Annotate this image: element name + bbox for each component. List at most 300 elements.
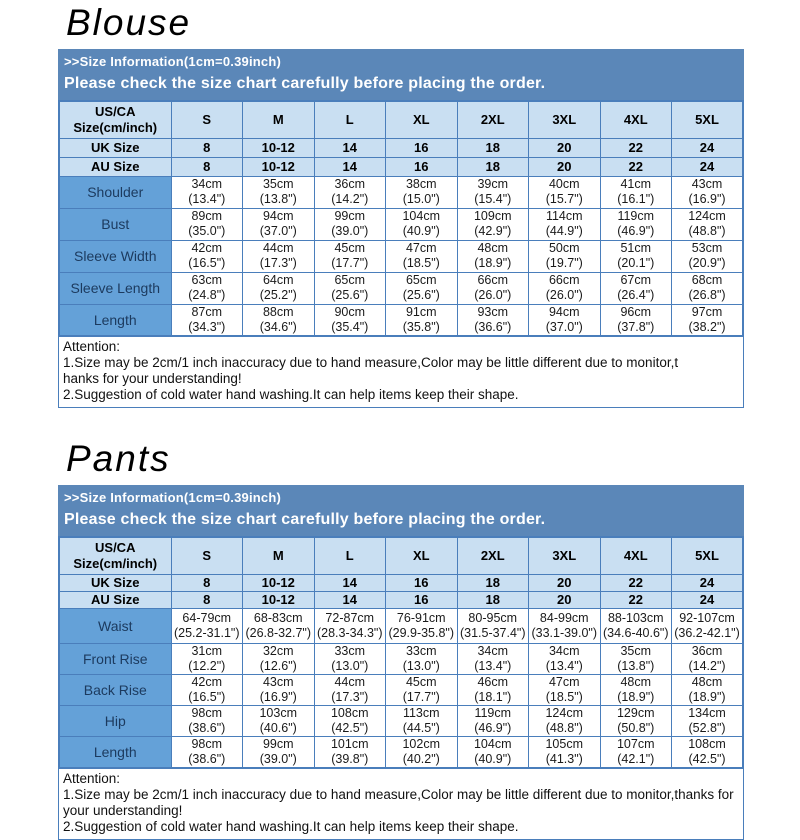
cm-value: 109cm [473,209,512,223]
inch-value: (40.2") [402,751,440,766]
measurement-cell [171,272,243,304]
region-size-value: 10-12 [243,591,315,608]
inch-value: (17.7") [331,256,369,270]
pants-attention-note [58,769,744,840]
region-size-value: 8 [171,574,243,591]
cm-value: 63cm [191,273,223,287]
inch-value: (16.9") [688,192,726,206]
measurement-cell [457,736,529,768]
size-col-header: 4XL [600,101,672,138]
corner-header-line: US/CA [95,539,136,555]
measurement-cell [529,208,601,240]
region-size-value: 20 [529,574,601,591]
inch-value: (31.5-37.4") [459,625,526,640]
size-header-row [59,537,743,574]
cm-value: 88-103cm [607,610,664,625]
cm-value: 87cm [191,304,223,319]
measurement-cell [243,705,315,736]
measurement-cell [600,608,672,643]
region-size-value: 8 [171,138,243,157]
cm-value: 34cm [191,177,223,191]
region-size-value: 18 [457,574,529,591]
measurement-row [59,304,743,336]
cm-value: 102cm [402,736,441,751]
inch-value: (39.0") [259,751,297,766]
region-size-value: 22 [600,138,672,157]
measurement-cell [243,176,315,208]
measurement-cell [457,240,529,272]
cm-value: 43cm [691,177,723,191]
region-size-value: 24 [672,574,744,591]
cm-value: 47cm [405,241,437,255]
inch-value: (24.8") [188,288,226,302]
inch-value: (13.0") [402,658,440,673]
inch-value: (18.5") [545,689,583,704]
region-size-value: 22 [600,591,672,608]
inch-value: (44.9") [545,224,583,238]
inch-value: (26.0") [474,288,512,302]
inch-value: (25.6") [331,288,369,302]
cm-value: 98cm [191,705,223,720]
inch-value: (33.1-39.0") [531,625,598,640]
inch-value: (35.8") [402,319,440,334]
inch-value: (40.9") [474,751,512,766]
pants-section [58,438,744,840]
cm-value: 129cm [616,705,655,720]
inch-value: (14.2") [688,658,726,673]
measurement-label: Waist [59,608,171,643]
cm-value: 108cm [688,736,726,751]
inch-value: (25.2-31.1") [173,625,240,640]
inch-value: (12.2") [188,658,226,673]
measurement-cell [529,736,601,768]
cm-value: 47cm [548,674,580,689]
section-title-pants: Pants [66,438,171,479]
measurement-cell [314,643,386,674]
measurement-label: Bust [59,208,171,240]
measurement-label: Back Rise [59,674,171,705]
measurement-label: Length [59,736,171,768]
measurement-label: Sleeve Length [59,272,171,304]
inch-value: (41.3") [545,751,583,766]
inch-value: (28.3-34.3") [316,625,383,640]
measurement-cell [171,674,243,705]
cm-value: 84-99cm [539,610,589,625]
inch-value: (18.9") [617,689,655,704]
cm-value: 64cm [262,273,294,287]
cm-value: 124cm [545,705,584,720]
measurement-cell [386,736,458,768]
cm-value: 90cm [334,304,366,319]
region-size-value: 14 [314,138,386,157]
measurement-row [59,272,743,304]
inch-value: (34.6") [259,319,297,334]
measurement-cell [314,608,386,643]
measurement-cell [386,272,458,304]
measurement-cell [529,176,601,208]
region-size-value: 14 [314,574,386,591]
cm-value: 94cm [548,304,580,319]
banner-check-chart-line: Please check the size chart carefully before placing the order. [64,511,546,528]
measurement-cell [243,643,315,674]
measurement-row [59,176,743,208]
inch-value: (13.0") [331,658,369,673]
au-size-row [59,591,743,608]
blouse-attention-note [58,337,744,408]
region-size-value: 20 [529,591,601,608]
cm-value: 72-87cm [325,610,375,625]
au-size-row [59,157,743,176]
cm-value: 99cm [262,736,294,751]
inch-value: (38.2") [688,319,726,334]
cm-value: 104cm [402,209,441,223]
inch-value: (36.2-42.1") [674,625,740,640]
cm-value: 39cm [477,177,509,191]
cm-value: 113cm [402,705,440,720]
measurement-cell [171,643,243,674]
inch-value: (13.4") [545,658,583,673]
region-size-value: 14 [314,591,386,608]
size-col-header: S [171,537,243,574]
cm-value: 41cm [620,177,652,191]
measurement-row [59,208,743,240]
cm-value: 32cm [262,643,294,658]
measurement-cell [314,304,386,336]
measurement-cell [314,705,386,736]
measurement-cell [672,705,744,736]
size-col-header: M [243,537,315,574]
measurement-row [59,705,743,736]
inch-value: (42.9") [474,224,512,238]
measurement-cell [457,208,529,240]
cm-value: 46cm [477,674,509,689]
measurement-cell [600,643,672,674]
cm-value: 66cm [477,273,509,287]
measurement-row [59,643,743,674]
measurement-cell [457,705,529,736]
measurement-cell [457,674,529,705]
inch-value: (35.0") [188,224,226,238]
cm-value: 44cm [262,241,294,255]
cm-value: 48cm [477,241,509,255]
measurement-cell [529,608,601,643]
measurement-cell [672,608,744,643]
measurement-label: Length [59,304,171,336]
cm-value: 99cm [334,209,366,223]
cm-value: 33cm [405,643,437,658]
inch-value: (37.8") [617,319,655,334]
cm-value: 105cm [545,736,584,751]
inch-value: (16.1") [617,192,655,206]
cm-value: 44cm [334,674,366,689]
cm-value: 48cm [691,674,723,689]
measurement-cell [529,643,601,674]
measurement-cell [672,272,744,304]
cm-value: 65cm [405,273,437,287]
inch-value: (34.3") [188,319,226,334]
inch-value: (29.9-35.8") [388,625,455,640]
size-col-header: XL [386,537,458,574]
cm-value: 68cm [691,273,723,287]
size-col-header: 3XL [529,537,601,574]
inch-value: (17.3") [259,256,297,270]
region-size-value: 18 [457,138,529,157]
inch-value: (16.9") [259,689,297,704]
uk-size-row [59,574,743,591]
inch-value: (48.8") [545,720,583,735]
size-col-header: XL [386,101,458,138]
inch-value: (18.9") [688,689,726,704]
corner-header [59,101,171,138]
size-table [58,536,744,769]
measurement-cell [314,176,386,208]
cm-value: 48cm [620,674,652,689]
size-col-header: 3XL [529,101,601,138]
measurement-cell [243,608,315,643]
measurement-cell [672,304,744,336]
cm-value: 76-91cm [396,610,446,625]
cm-value: 31cm [191,643,223,658]
measurement-cell [600,208,672,240]
cm-value: 67cm [620,273,652,287]
cm-value: 42cm [191,241,223,255]
attention-line: Attention: [63,339,121,354]
region-size-value: 22 [600,574,672,591]
pants-size-table-container [58,536,744,769]
measurement-label: Shoulder [59,176,171,208]
size-col-header: 4XL [600,537,672,574]
measurement-cell [672,674,744,705]
inch-value: (42.5") [331,720,369,735]
inch-value: (38.6") [188,751,226,766]
region-size-value: 18 [457,591,529,608]
inch-value: (39.8") [331,751,369,766]
inch-value: (42.5") [688,751,726,766]
region-size-value: 16 [386,591,458,608]
measurement-cell [600,705,672,736]
inch-value: (13.4") [188,192,226,206]
blouse-section [58,2,744,408]
inch-value: (25.2") [259,288,297,302]
inch-value: (15.4") [474,192,512,206]
inch-value: (18.9") [474,256,512,270]
measurement-cell [672,208,744,240]
measurement-row [59,736,743,768]
cm-value: 97cm [691,304,723,319]
inch-value: (38.6") [188,720,226,735]
cm-value: 103cm [259,705,298,720]
size-col-header: 5XL [672,101,744,138]
measurement-cell [243,208,315,240]
measurement-cell [457,304,529,336]
measurement-cell [672,643,744,674]
region-size-value: 14 [314,157,386,176]
region-size-value: 10-12 [243,157,315,176]
cm-value: 45cm [405,674,437,689]
measurement-cell [672,736,744,768]
cm-value: 91cm [405,304,437,319]
inch-value: (39.0") [331,224,369,238]
cm-value: 98cm [191,736,223,751]
inch-value: (15.7") [545,192,583,206]
measurement-cell [529,705,601,736]
cm-value: 64-79cm [182,610,232,625]
cm-value: 45cm [334,241,366,255]
cm-value: 92-107cm [679,610,735,625]
measurement-cell [386,608,458,643]
inch-value: (48.8") [688,224,726,238]
measurement-cell [314,674,386,705]
cm-value: 107cm [616,736,655,751]
inch-value: (35.4") [331,319,369,334]
measurement-cell [457,608,529,643]
inch-value: (17.7") [402,689,440,704]
section-title-blouse: Blouse [66,2,192,43]
inch-value: (14.2") [331,192,369,206]
region-size-value: 18 [457,157,529,176]
measurement-cell [171,705,243,736]
region-size-value: 22 [600,157,672,176]
size-col-header: 2XL [457,537,529,574]
cm-value: 34cm [548,643,580,658]
measurement-cell [314,240,386,272]
measurement-cell [171,304,243,336]
blouse-banner [58,49,744,100]
blouse-size-table-container [58,100,744,337]
cm-value: 119cm [474,705,512,720]
measurement-cell [600,176,672,208]
measurement-cell [314,208,386,240]
inch-value: (26.0") [545,288,583,302]
cm-value: 35cm [262,177,294,191]
measurement-cell [457,176,529,208]
inch-value: (18.5") [402,256,440,270]
region-size-value: 16 [386,138,458,157]
measurement-cell [171,240,243,272]
region-size-value: 8 [171,591,243,608]
measurement-cell [600,304,672,336]
inch-value: (50.8") [617,720,655,735]
inch-value: (26.4") [617,288,655,302]
measurement-cell [672,240,744,272]
cm-value: 124cm [688,209,726,223]
cm-value: 96cm [620,304,652,319]
size-col-header: S [171,101,243,138]
region-size-value: 16 [386,574,458,591]
cm-value: 33cm [334,643,366,658]
measurement-cell [600,674,672,705]
inch-value: (42.1") [617,751,655,766]
size-header-row [59,101,743,138]
measurement-row [59,674,743,705]
inch-value: (34.6-40.6") [602,625,669,640]
attention-line: hanks for your understanding! [63,371,242,386]
region-size-value: 24 [672,591,744,608]
cm-value: 134cm [688,705,726,720]
cm-value: 94cm [262,209,294,223]
measurement-cell [600,240,672,272]
attention-line: Attention: [63,770,121,786]
inch-value: (12.6") [259,658,297,673]
measurement-label: Sleeve Width [59,240,171,272]
inch-value: (26.8-32.7") [245,625,312,640]
region-size-value: 20 [529,138,601,157]
cm-value: 88cm [262,304,294,319]
measurement-cell [314,736,386,768]
measurement-cell [529,272,601,304]
region-label: AU Size [59,157,171,176]
cm-value: 89cm [191,209,223,223]
cm-value: 101cm [330,736,369,751]
region-size-value: 10-12 [243,138,315,157]
inch-value: (19.7") [545,256,583,270]
measurement-cell [457,643,529,674]
inch-value: (13.4") [474,658,512,673]
region-size-value: 20 [529,157,601,176]
inch-value: (37.0") [259,224,297,238]
cm-value: 34cm [477,643,509,658]
cm-value: 35cm [620,643,652,658]
inch-value: (46.9") [474,720,512,735]
inch-value: (20.1") [617,256,655,270]
cm-value: 38cm [405,177,437,191]
measurement-cell [171,176,243,208]
region-size-value: 24 [672,138,744,157]
cm-value: 65cm [334,273,366,287]
cm-value: 66cm [548,273,580,287]
measurement-cell [529,674,601,705]
size-col-header: 5XL [672,537,744,574]
attention-line: 1.Size may be 2cm/1 inch inaccuracy due to hand measure,Color may be little different due to monitor,t [63,355,679,370]
size-col-header: 2XL [457,101,529,138]
cm-value: 43cm [262,674,294,689]
inch-value: (26.8") [688,288,726,302]
cm-value: 36cm [334,177,366,191]
measurement-label: Hip [59,705,171,736]
region-label: UK Size [59,138,171,157]
region-size-value: 24 [672,157,744,176]
cm-value: 114cm [545,209,583,223]
inch-value: (16.5") [188,256,226,270]
inch-value: (46.9") [617,224,655,238]
measurement-cell [457,272,529,304]
cm-value: 51cm [620,241,652,255]
inch-value: (17.3") [331,689,369,704]
measurement-cell [386,208,458,240]
region-size-value: 16 [386,157,458,176]
inch-value: (18.1") [474,689,512,704]
measurement-cell [171,736,243,768]
size-col-header: L [314,537,386,574]
measurement-cell [243,272,315,304]
corner-header [59,537,171,574]
measurement-cell [386,240,458,272]
inch-value: (15.0") [402,192,440,206]
inch-value: (13.8") [617,658,655,673]
measurement-cell [243,736,315,768]
inch-value: (16.5") [188,689,226,704]
attention-line: 2.Suggestion of cold water hand washing.It can help items keep their shape. [63,818,519,834]
measurement-row [59,240,743,272]
measurement-row [59,608,743,643]
attention-line: 1.Size may be 2cm/1 inch inaccuracy due to hand measure,Color may be little different due to monitor,thanks for [63,786,734,802]
size-table [58,100,744,337]
banner-size-info-line: >>Size Information(1cm=0.39inch) [64,54,281,69]
banner-check-chart-line: Please check the size chart carefully before placing the order. [64,75,546,92]
measurement-cell [600,736,672,768]
inch-value: (13.8") [259,192,297,206]
measurement-cell [529,240,601,272]
